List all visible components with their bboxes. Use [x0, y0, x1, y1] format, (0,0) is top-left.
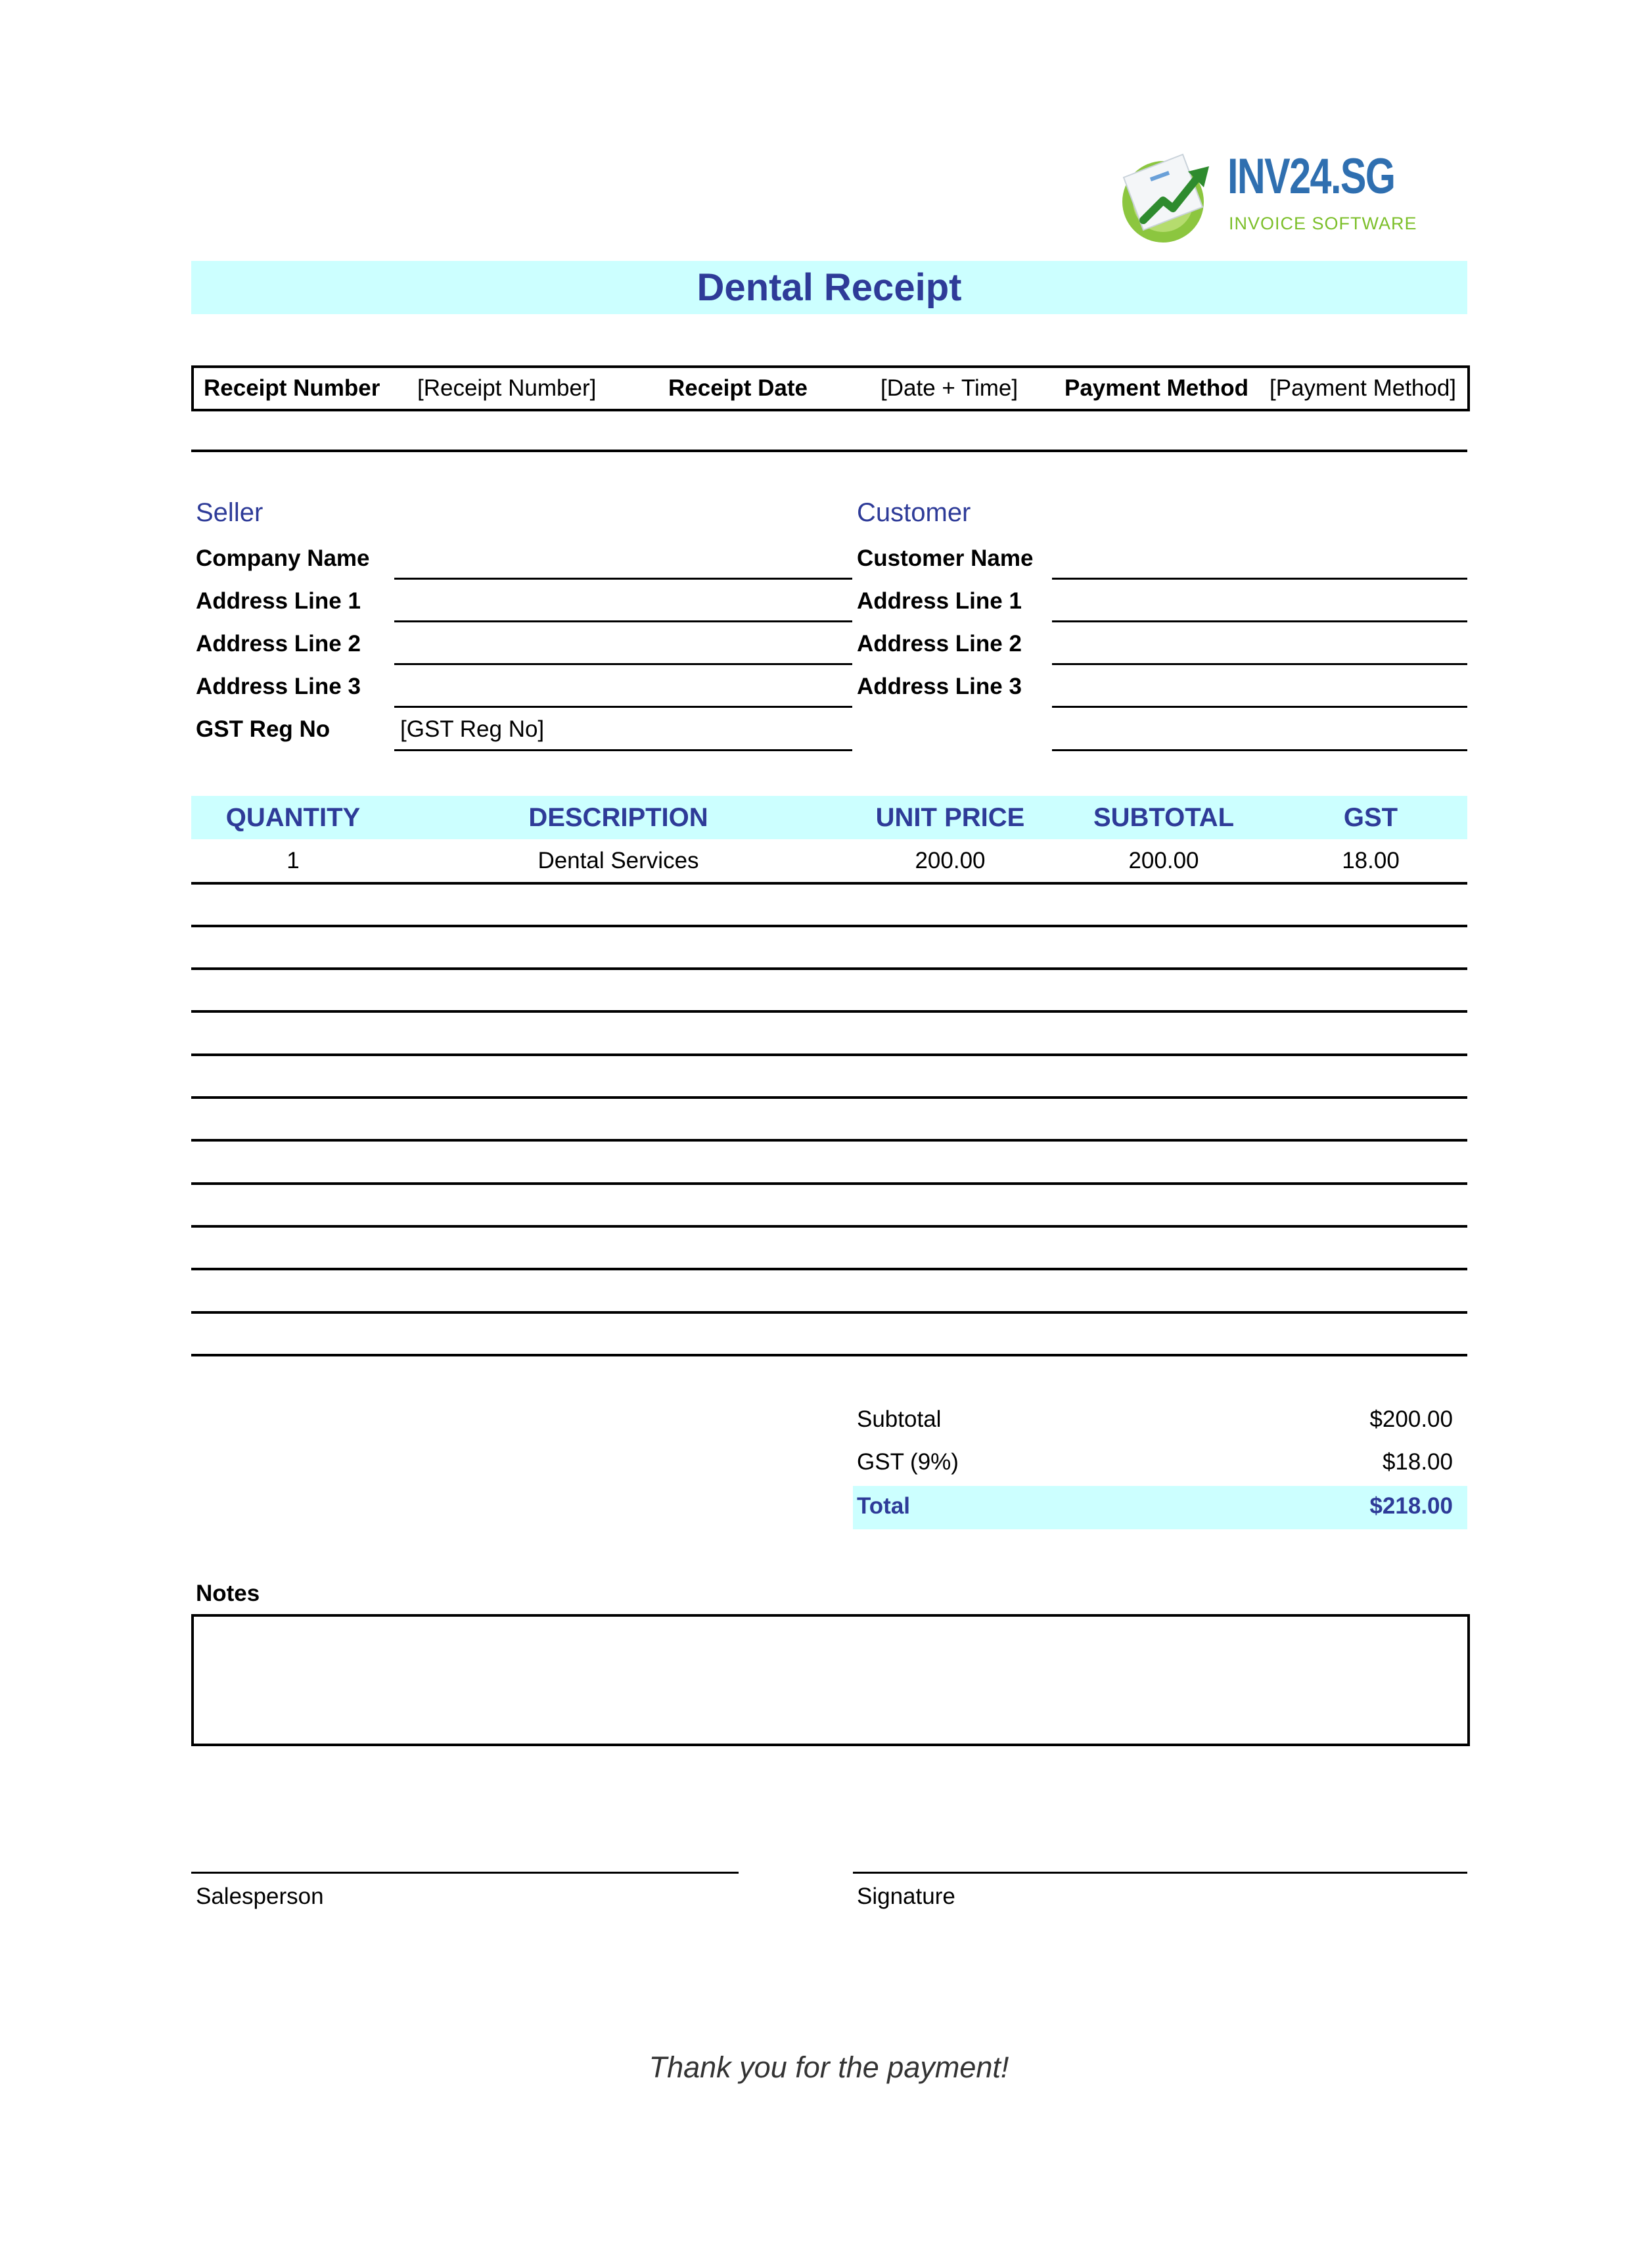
row-description[interactable]: Dental Services — [538, 848, 699, 873]
notes-box[interactable] — [191, 1614, 1470, 1746]
col-unit-price: UNIT PRICE — [875, 803, 1025, 832]
customer-address1-label: Address Line 1 — [857, 588, 1022, 614]
company-logo — [1117, 148, 1419, 246]
row-line — [191, 925, 1467, 927]
col-subtotal: SUBTOTAL — [1093, 803, 1235, 832]
payment-method-label: Payment Method — [1064, 375, 1249, 401]
signature-line[interactable] — [853, 1872, 1467, 1874]
receipt-date-label: Receipt Date — [668, 375, 808, 401]
row-line — [191, 1268, 1467, 1270]
customer-address2-label: Address Line 2 — [857, 631, 1022, 657]
row-line — [191, 1182, 1467, 1185]
total-value: $218.00 — [1369, 1493, 1453, 1519]
seller-heading: Seller — [196, 498, 263, 527]
logo-tagline: INVOICE SOFTWARE — [1229, 214, 1417, 233]
row-line — [191, 882, 1467, 885]
signature-label: Signature — [857, 1884, 955, 1909]
col-gst: GST — [1343, 803, 1398, 832]
row-unit-price[interactable]: 200.00 — [915, 848, 986, 873]
total-label: Total — [857, 1493, 911, 1519]
notes-label: Notes — [196, 1581, 260, 1606]
receipt-number-label: Receipt Number — [204, 375, 380, 401]
page-title: Dental Receipt — [697, 266, 962, 309]
col-quantity: QUANTITY — [225, 803, 361, 832]
company-name-label: Company Name — [196, 545, 370, 571]
seller-address1-line[interactable] — [394, 620, 852, 622]
gst-total-label: GST (9%) — [857, 1449, 959, 1475]
row-line — [191, 1010, 1467, 1013]
title-bar — [191, 261, 1467, 314]
receipt-date-field[interactable]: [Date + Time] — [881, 375, 1018, 401]
salesperson-line[interactable] — [191, 1872, 739, 1874]
gst-reg-label: GST Reg No — [196, 716, 331, 742]
row-quantity[interactable]: 1 — [286, 848, 300, 873]
customer-address3-label: Address Line 3 — [857, 674, 1022, 699]
gst-reg-line — [394, 749, 852, 751]
row-line — [191, 967, 1467, 970]
row-line — [191, 1096, 1467, 1099]
subtotal-value: $200.00 — [1369, 1406, 1453, 1432]
seller-address3-line[interactable] — [394, 706, 852, 708]
logo-mark-icon — [1117, 148, 1222, 246]
row-line — [191, 1053, 1467, 1056]
row-line — [191, 1139, 1467, 1142]
salesperson-label: Salesperson — [196, 1884, 324, 1909]
customer-extra-line[interactable] — [1052, 749, 1467, 751]
gst-reg-field[interactable]: [GST Reg No] — [400, 716, 545, 742]
customer-address2-line[interactable] — [1052, 663, 1467, 665]
col-description: DESCRIPTION — [528, 803, 708, 832]
row-gst[interactable]: 18.00 — [1342, 848, 1400, 873]
row-line — [191, 1225, 1467, 1228]
company-name-line[interactable] — [394, 578, 852, 580]
seller-address1-label: Address Line 1 — [196, 588, 361, 614]
row-line — [191, 1311, 1467, 1314]
receipt-number-field[interactable]: [Receipt Number] — [417, 375, 597, 401]
logo-brand-text: INV24.SG — [1227, 149, 1395, 204]
seller-address2-line[interactable] — [394, 663, 852, 665]
customer-name-label: Customer Name — [857, 545, 1034, 571]
payment-method-field[interactable]: [Payment Method] — [1270, 375, 1457, 401]
seller-address2-label: Address Line 2 — [196, 631, 361, 657]
subtotal-label: Subtotal — [857, 1406, 942, 1432]
thank-you-message: Thank you for the payment! — [649, 2050, 1009, 2084]
items-table-header — [191, 796, 1467, 839]
receipt-info-box — [191, 365, 1470, 411]
customer-address3-line[interactable] — [1052, 706, 1467, 708]
customer-name-line[interactable] — [1052, 578, 1467, 580]
gst-total-value: $18.00 — [1382, 1449, 1453, 1475]
seller-address3-label: Address Line 3 — [196, 674, 361, 699]
row-line — [191, 1354, 1467, 1356]
divider — [191, 450, 1467, 452]
customer-address1-line[interactable] — [1052, 620, 1467, 622]
customer-heading: Customer — [857, 498, 971, 527]
row-subtotal[interactable]: 200.00 — [1128, 848, 1199, 873]
